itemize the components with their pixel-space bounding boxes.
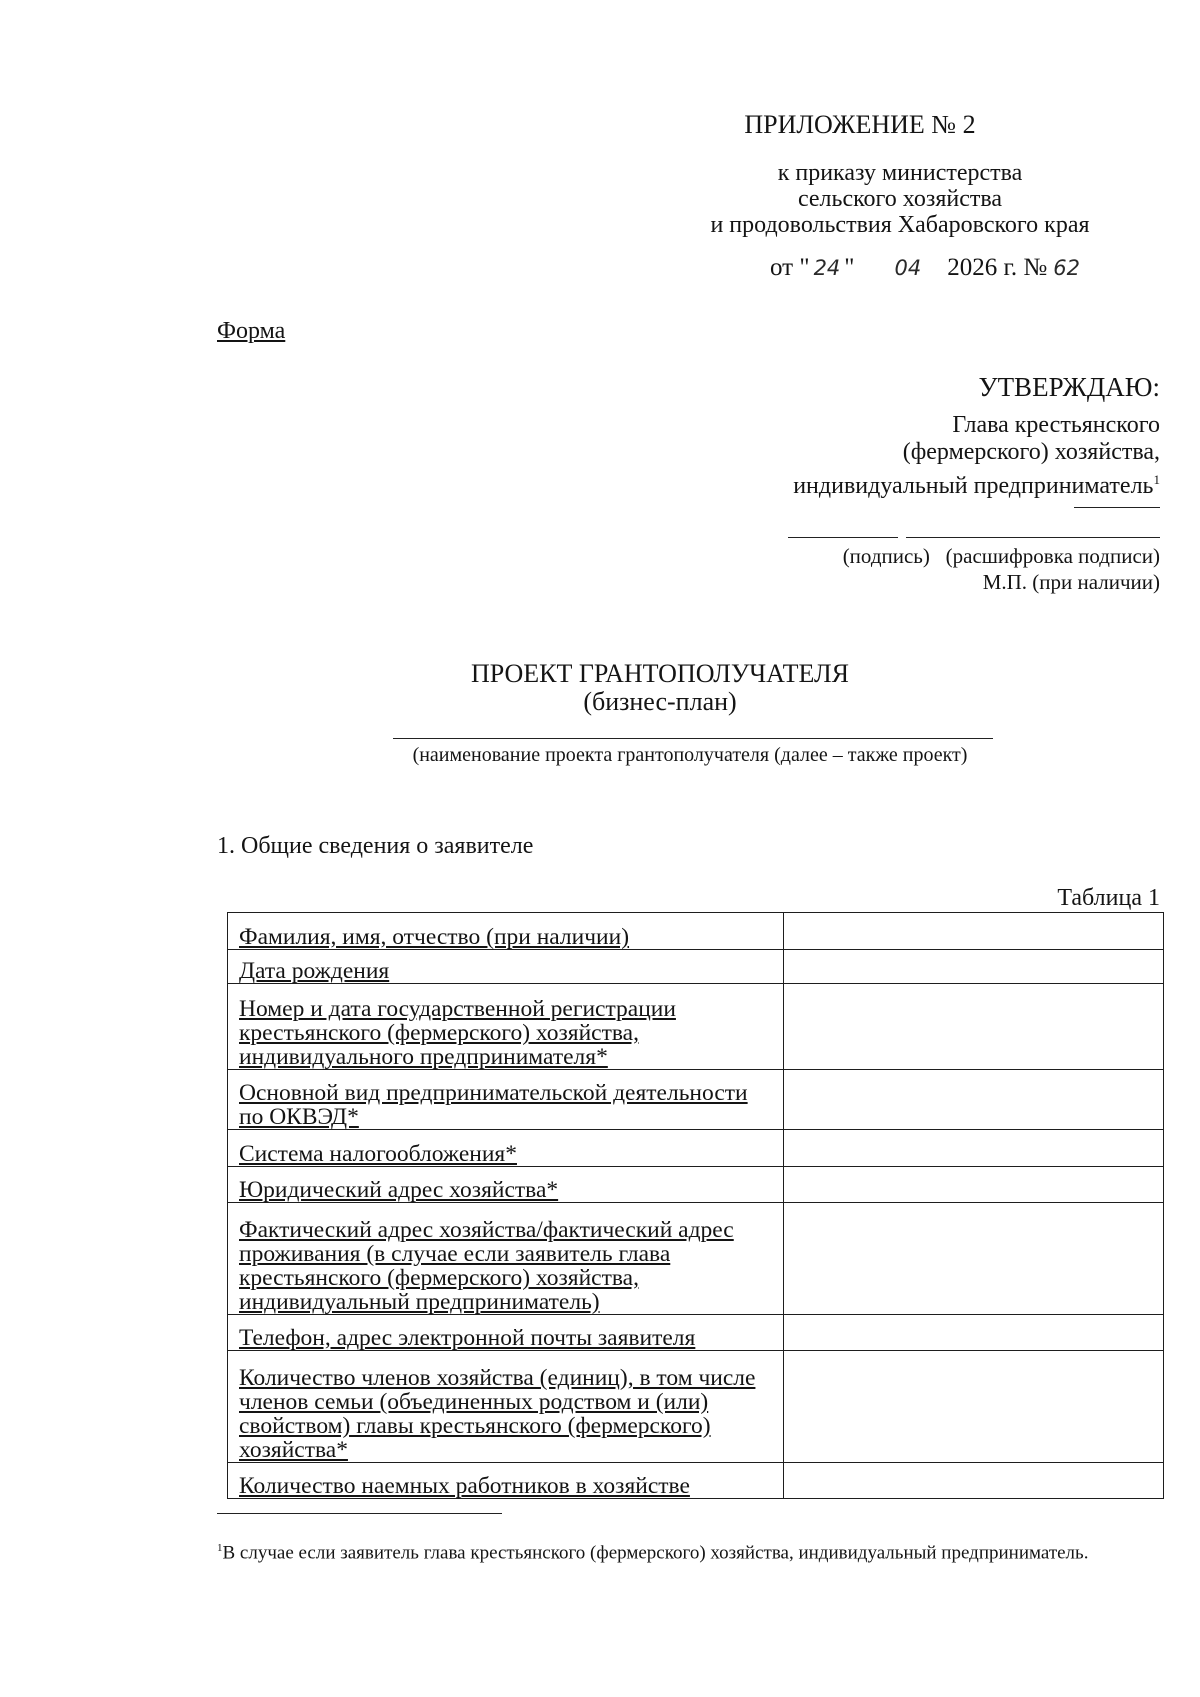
table-caption: Таблица 1 [1057,885,1160,911]
row-label-text: Количество членов хозяйства (единиц), в том числе членов семьи (объединенных родством и (или) свойством) главы крестьянского (фермерского) хозяйства* [239,1365,756,1463]
row-value-cell[interactable] [784,913,1164,950]
row-label-text: Юридический адрес хозяйства* [239,1177,559,1203]
form-label: Форма [217,318,286,344]
row-value-cell[interactable] [784,1315,1164,1351]
row-value-cell[interactable] [784,1351,1164,1463]
row-value-cell[interactable] [784,1463,1164,1499]
stamp-caption: М.П. (при наличии) [982,570,1160,594]
date-quote-close: " [844,254,855,281]
row-label [228,1130,784,1167]
footnote-mark: 1 [217,1542,223,1554]
project-subtitle: (бизнес-план) [583,687,737,716]
approval-line-3-text: индивидуальный предприниматель [793,473,1154,499]
handwritten-order-number: 62 [1053,256,1081,280]
row-label [228,1203,784,1315]
row-value-cell[interactable] [784,1130,1164,1167]
row-label-text: Фактический адрес хозяйства/фактический адрес проживания (в случае если заявитель глава крестьянского (фермерского) хозяйства, индивидуальный предприниматель) [239,1217,734,1315]
project-name-underline [393,738,993,739]
handwritten-month: 04 [894,256,922,280]
row-value-cell[interactable] [784,950,1164,984]
decipher-caption: (расшифровка подписи) [945,544,1160,568]
approval-line-2: (фермерского) хозяйства, [902,439,1160,465]
row-label [228,1070,784,1130]
order-line-3: и продовольствия Хабаровского края [710,212,1090,238]
row-value-cell[interactable] [784,1167,1164,1203]
row-label-text: Фамилия, имя, отчество (при наличии) [239,924,630,950]
table-row [228,913,1164,950]
footnote-reference: 1 [1153,472,1160,487]
table-row [228,1351,1164,1463]
table-row [228,1315,1164,1351]
row-label-text: Количество наемных работников в хозяйстве [239,1473,690,1499]
row-label [228,1315,784,1351]
signature-captions [780,544,1160,569]
footnote-text: В случае если заявитель глава крестьянского (фермерского) хозяйства, индивидуальный предприниматель. [222,1542,1089,1564]
signature-underline-top [1074,507,1160,508]
approval-line-1: Глава крестьянского [952,412,1160,438]
order-date-row [770,254,1080,282]
row-label-text: Номер и дата государственной регистрации крестьянского (фермерского) хозяйства, индивидуального предпринимателя* [239,996,676,1070]
project-title: ПРОЕКТ ГРАНТОПОЛУЧАТЕЛЯ [470,659,850,688]
table-row [228,1203,1164,1315]
table-row [228,950,1164,984]
date-year-number-label: 2026 г. № [947,254,1048,281]
row-value-cell[interactable] [784,984,1164,1070]
order-line-2: сельского хозяйства [797,186,1003,212]
approval-line-3 [680,466,1160,500]
signature-decipher-underline [906,537,1160,538]
row-value-cell[interactable] [784,1070,1164,1130]
row-label-text: Система налогообложения* [239,1141,517,1167]
order-reference [640,160,1160,238]
row-label [228,1167,784,1203]
approval-block [680,412,1160,500]
footnote [217,1538,1161,1563]
row-label [228,984,784,1070]
row-value-cell[interactable] [784,1203,1164,1315]
project-title-block [360,660,960,716]
table-row [228,1070,1164,1130]
table-row [228,1463,1164,1499]
row-label-text: Основной вид предпринимательской деятельности по ОКВЭД* [239,1080,748,1130]
applicant-info-table [227,912,1164,1499]
project-name-caption: (наименование проекта грантополучателя (далее – также проект) [412,744,968,766]
order-line-1: к приказу министерства [777,160,1023,186]
row-label [228,950,784,984]
approval-title: УТВЕРЖДАЮ: [978,372,1160,402]
handwritten-day: 24 [813,256,841,280]
signature-caption: (подпись) [842,544,930,568]
row-label [228,1351,784,1463]
row-label-text: Дата рождения [239,958,390,984]
table-row [228,984,1164,1070]
section-heading: 1. Общие сведения о заявителе [217,833,534,859]
row-label [228,913,784,950]
row-label-text: Телефон, адрес электронной почты заявителя [239,1325,696,1351]
footnote-separator [217,1513,502,1514]
appendix-title: ПРИЛОЖЕНИЕ № 2 [744,110,976,139]
signature-underline [788,537,898,538]
table-row [228,1130,1164,1167]
row-label [228,1463,784,1499]
date-prefix: от " [770,254,810,281]
table-row [228,1167,1164,1203]
